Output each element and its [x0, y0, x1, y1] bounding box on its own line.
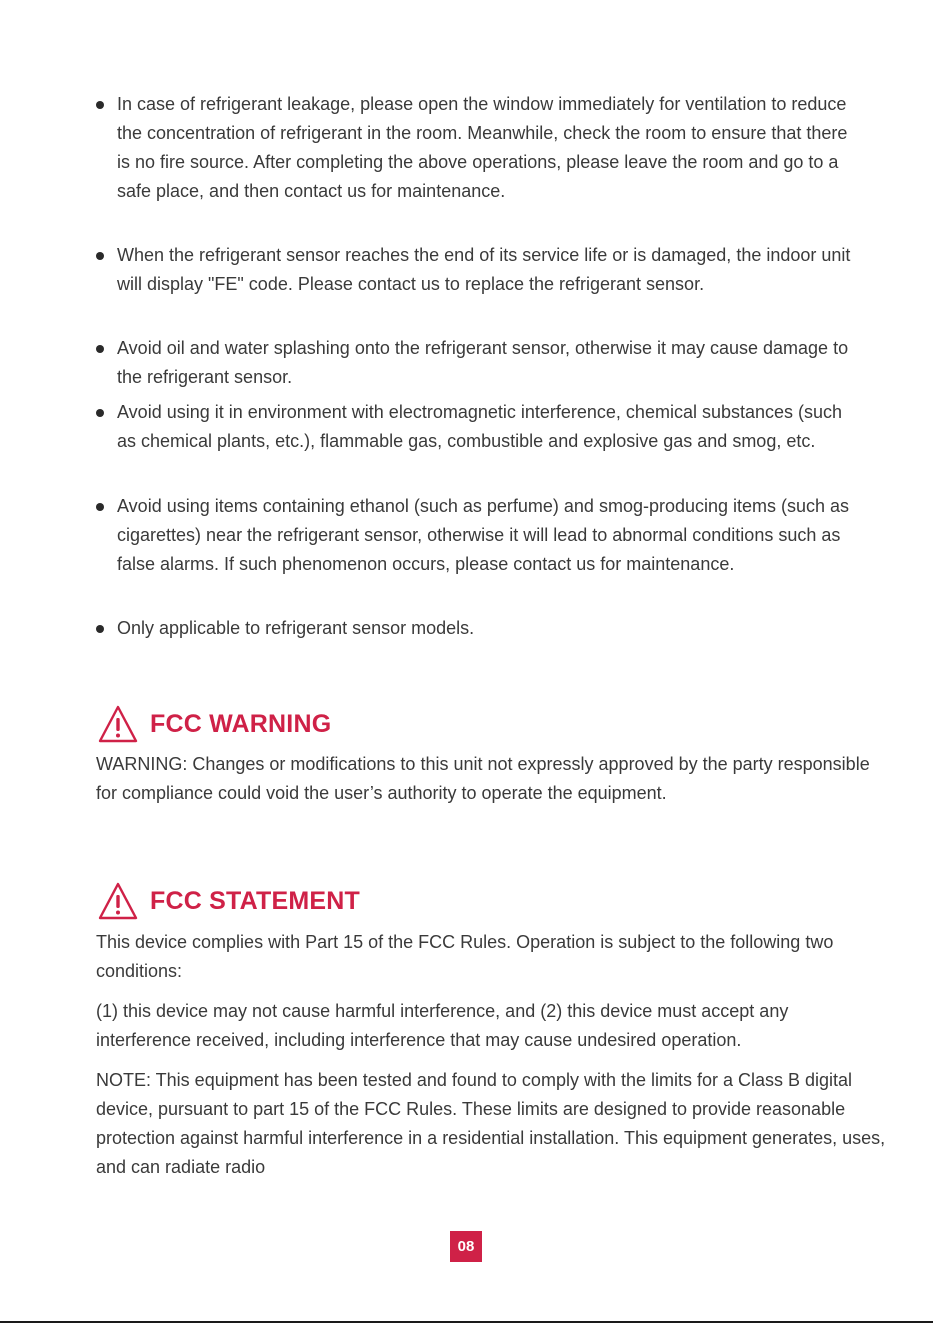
bullet-dot-icon: [96, 252, 104, 260]
bullet-item: [96, 90, 856, 206]
fcc-warning-text: WARNING: Changes or modifications to this unit not expressly approved by the party responsible for compliance could void the user’s authority to operate the equipment.: [96, 754, 870, 803]
bullet-text: In case of refrigerant leakage, please open the window immediately for ventilation to reduce the concentration of refrigerant in the room. Meanwhile, check the room to ensure that there is no fire source. After completing the above operations, please leave the room and go to a safe place, and then contact us for maintenance.: [117, 94, 848, 201]
bullet-dot-icon: [96, 345, 104, 353]
bullet-text: Avoid using it in environment with electromagnetic interference, chemical substances (such as chemical plants, etc.), flammable gas, combustible and explosive gas and smog, etc.: [117, 402, 843, 451]
bullet-dot-icon: [96, 101, 104, 109]
bullet-dot-icon: [96, 625, 104, 633]
fcc-statement-paragraph: This device complies with Part 15 of the FCC Rules. Operation is subject to the following two conditions:: [96, 932, 834, 981]
bottom-rule: [0, 1321, 933, 1323]
bullet-item: [96, 398, 856, 456]
section-title: FCC WARNING: [150, 709, 332, 738]
page-number: 08: [450, 1231, 482, 1262]
warning-triangle-icon: [97, 881, 139, 921]
bullet-dot-icon: [96, 503, 104, 511]
bullet-item: [96, 241, 856, 299]
bullet-dot-icon: [96, 409, 104, 417]
fcc-warning-heading: [97, 702, 331, 746]
bullet-text: Avoid oil and water splashing onto the refrigerant sensor, otherwise it may cause damage to the refrigerant sensor.: [117, 338, 849, 387]
fcc-statement-paragraph: (1) this device may not cause harmful interference, and (2) this device must accept any interference received, including interference that may cause undesired operation.: [96, 1001, 789, 1050]
section-title: FCC STATEMENT: [150, 886, 360, 915]
bullet-text: Avoid using items containing ethanol (such as perfume) and smog-producing items (such as cigarettes) near the refrigerant sensor, otherwise it will lead to abnormal conditions such as false alarms. If such phenomenon occurs, please contact us for maintenance.: [117, 496, 850, 574]
fcc-statement-paragraph: NOTE: This equipment has been tested and found to comply with the limits for a Class B digital device, pursuant to part 15 of the FCC Rules. These limits are designed to provide reasonable protection against harmful interference in a residential installation. This equipment generates, uses, and can radiate radio: [96, 1070, 886, 1177]
warning-triangle-icon: [97, 704, 139, 744]
fcc-statement-heading: [97, 879, 360, 923]
bullet-item: [96, 614, 856, 643]
bullet-text: When the refrigerant sensor reaches the end of its service life or is damaged, the indoor unit will display "FE" code. Please contact us to replace the refrigerant sensor.: [117, 245, 851, 294]
bullet-item: [96, 334, 856, 392]
bullet-item: [96, 492, 856, 579]
bullet-text: Only applicable to refrigerant sensor models.: [117, 618, 475, 638]
